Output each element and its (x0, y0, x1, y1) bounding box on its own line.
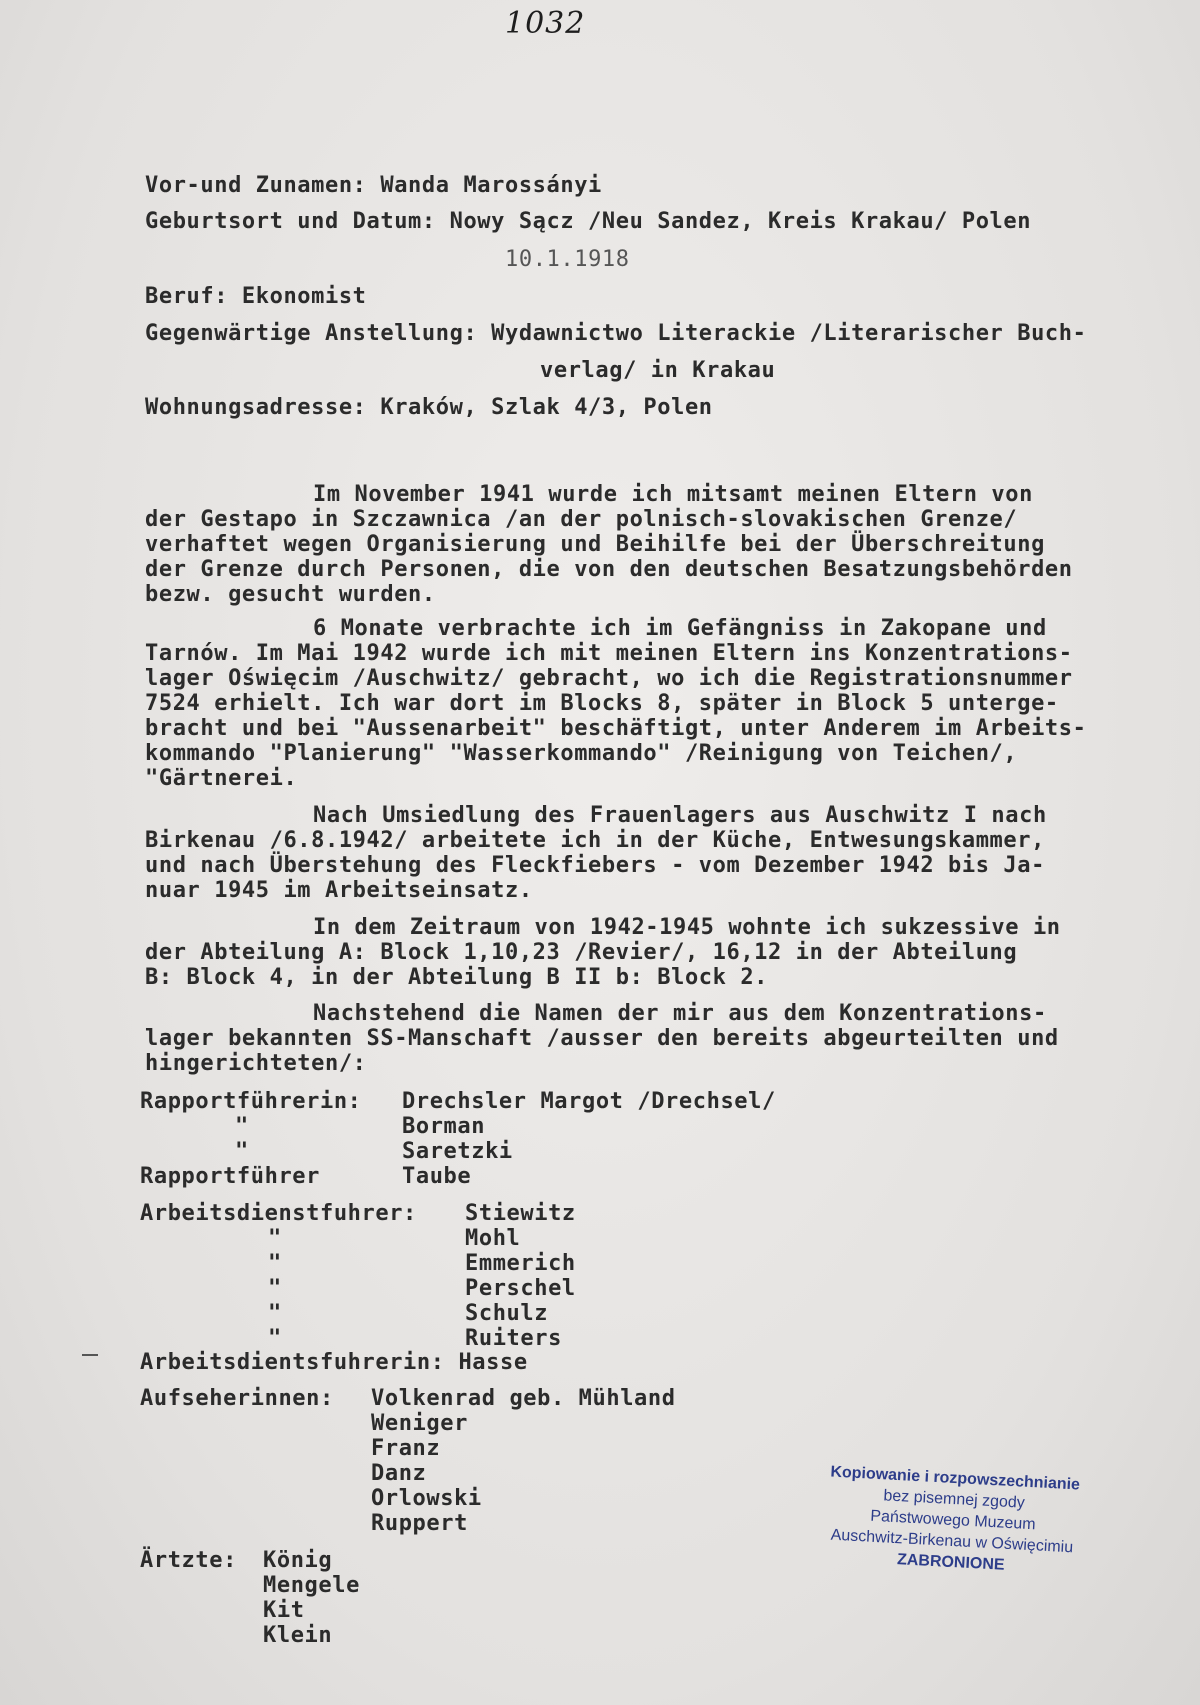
p5-line: lager bekannten SS-Manschaft /ausser den bereits abgeurteilten und (145, 1026, 1059, 1051)
p3-line: nuar 1945 im Arbeitseinsatz. (145, 878, 533, 903)
rapportfuehrerin-name: Drechsler Margot /Drechsel/ (402, 1089, 776, 1114)
employment-line-1: Gegenwärtige Anstellung: Wydawnictwo Literackie /Literarischer Buch- (145, 321, 1087, 346)
p5-line: hingerichteten/: (145, 1051, 367, 1076)
stamp-line: bez pisemnej zgody (883, 1487, 1026, 1512)
margin-dash (82, 1354, 98, 1356)
p1-line: der Grenze durch Personen, die von den deutschen Besatzungsbehörden (145, 557, 1073, 582)
p1-line: Im November 1941 wurde ich mitsamt meinen Eltern von (313, 482, 1033, 507)
stamp-line: Państwowego Muzeum (869, 1507, 1037, 1534)
ditto-mark: " (268, 1276, 282, 1301)
p2-line: 7524 erhielt. Ich war dort im Blocks 8, später in Block 5 unterge- (145, 691, 1059, 716)
arbeitsdienstfuehrerin-line: Arbeitsdientsfuhrerin: Hasse (140, 1350, 528, 1375)
birth-line: Geburtsort und Datum: Nowy Sącz /Neu Sandez, Kreis Krakau/ Polen (145, 209, 1032, 234)
p2-line: bracht und bei "Aussenarbeit" beschäftigt, unter Anderem im Arbeits- (145, 716, 1087, 741)
arzt-name: Kit (263, 1598, 305, 1623)
employment-line-2: verlag/ in Krakau (540, 358, 776, 383)
p1-line: bezw. gesucht wurden. (145, 582, 436, 607)
stamp-line: Kopiowanie i rozpowszechnianie (830, 1463, 1081, 1494)
p4-line: der Abteilung A: Block 1,10,23 /Revier/, 16,12 in der Abteilung (145, 940, 1018, 965)
ditto-mark: " (235, 1139, 249, 1164)
ditto-mark: " (268, 1226, 282, 1251)
arbeitsdienstfuehrer-name: Mohl (465, 1226, 521, 1251)
arzt-name: Mengele (263, 1573, 360, 1598)
rapportfuehrerin-label: Rapportführerin: (140, 1089, 362, 1114)
ditto-mark: " (268, 1301, 282, 1326)
rapportfuehrer-name: Taube (402, 1164, 472, 1189)
page-number: 1032 (505, 6, 586, 41)
stamp-line: Auschwitz-Birkenau w Oświęcimiu (830, 1526, 1074, 1557)
ditto-mark: " (268, 1326, 282, 1351)
p5-line: Nachstehend die Namen der mir aus dem Konzentrations- (313, 1001, 1047, 1026)
p1-line: der Gestapo in Szczawnica /an der polnisch-slovakischen Grenze/ (145, 507, 1018, 532)
rapportfuehrer-label: Rapportführer (140, 1164, 320, 1189)
aufseherin-name: Danz (371, 1461, 427, 1486)
arbeitsdienstfuehrer-name: Stiewitz (465, 1201, 576, 1226)
aerzte-label: Ärtzte: (140, 1548, 237, 1573)
arbeitsdienstfuehrer-name: Emmerich (465, 1251, 576, 1276)
aufseherin-name: Weniger (371, 1411, 468, 1436)
rapportfuehrerin-name: Borman (402, 1114, 486, 1139)
p2-line: "Gärtnerei. (145, 766, 298, 791)
aufseherin-name: Ruppert (371, 1511, 468, 1536)
p4-line: B: Block 4, in der Abteilung B II b: Block 2. (145, 965, 769, 990)
stamp-line: ZABRONIONE (896, 1551, 1005, 1574)
aufseherin-name: Franz (371, 1436, 441, 1461)
rapportfuehrerin-name: Saretzki (402, 1139, 513, 1164)
arzt-name: Klein (263, 1623, 333, 1648)
arbeitsdienstfuehrer-label: Arbeitsdienstfuhrer: (140, 1201, 417, 1226)
p2-line: Tarnów. Im Mai 1942 wurde ich mit meinen Eltern ins Konzentrations- (145, 641, 1073, 666)
p3-line: und nach Überstehung des Fleckfiebers - vom Dezember 1942 bis Ja- (145, 853, 1045, 878)
p3-line: Nach Umsiedlung des Frauenlagers aus Auschwitz I nach (313, 803, 1047, 828)
arbeitsdienstfuehrer-name: Perschel (465, 1276, 576, 1301)
name-line: Vor-und Zunamen: Wanda Marossányi (145, 173, 602, 198)
p2-line: lager Oświęcim /Auschwitz/ gebracht, wo ich die Registrationsnummer (145, 666, 1073, 691)
arzt-name: König (263, 1548, 333, 1573)
aufseherinnen-label: Aufseherinnen: (140, 1386, 334, 1411)
aufseherin-name: Volkenrad geb. Mühland (371, 1386, 676, 1411)
p2-line: kommando "Planierung" "Wasserkommando" /Reinigung von Teichen/, (145, 741, 1018, 766)
arbeitsdienstfuehrer-name: Schulz (465, 1301, 549, 1326)
p4-line: In dem Zeitraum von 1942-1945 wohnte ich sukzessive in (313, 915, 1061, 940)
p3-line: Birkenau /6.8.1942/ arbeitete ich in der Küche, Entwesungskammer, (145, 828, 1045, 853)
birth-date: 10.1.1918 (505, 247, 630, 272)
p2-line: 6 Monate verbrachte ich im Gefängniss in Zakopane und (313, 616, 1047, 641)
arbeitsdienstfuehrer-name: Ruiters (465, 1326, 562, 1351)
profession-line: Beruf: Ekonomist (145, 284, 367, 309)
aufseherin-name: Orlowski (371, 1486, 482, 1511)
p1-line: verhaftet wegen Organisierung und Beihilfe bei der Überschreitung (145, 532, 1045, 557)
ditto-mark: " (268, 1251, 282, 1276)
address-line: Wohnungsadresse: Kraków, Szlak 4/3, Polen (145, 395, 713, 420)
ditto-mark: " (235, 1114, 249, 1139)
copyright-stamp (805, 1460, 1100, 1580)
